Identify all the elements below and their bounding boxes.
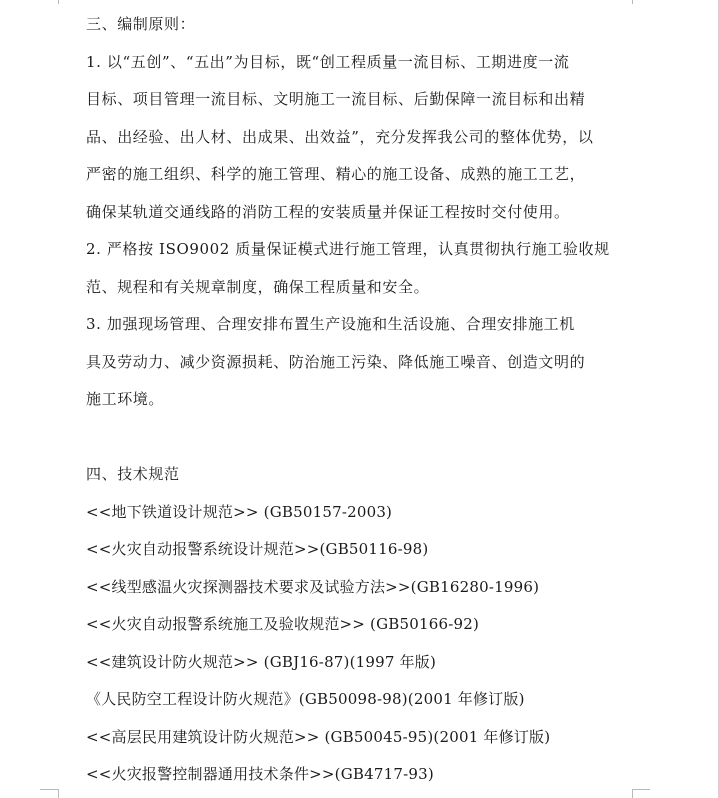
principle-paragraph-1 xyxy=(86,44,634,232)
standard-item: <<火灾自动报警系统设计规范>>(GB50116-98) xyxy=(86,540,429,558)
crop-mark-top-right xyxy=(632,0,633,4)
principle-paragraph-3 xyxy=(86,306,634,419)
section-heading-principles: 三、编制原则： xyxy=(86,15,196,33)
standard-item: <<线型感温火灾探测器技术要求及试验方法>>(GB16280-1996) xyxy=(86,577,540,596)
standard-item: <<高层民用建筑设计防火规范>> (GB50045-95)(2001 年修订版) xyxy=(86,727,551,746)
section-heading-standards: 四、技术规范 xyxy=(86,465,180,483)
paragraph-gap xyxy=(86,419,634,457)
paragraph-line: 具及劳动力、减少资源损耗、防治施工污染、降低施工噪音、创造文明的 xyxy=(86,352,586,371)
document-body xyxy=(86,6,634,794)
paragraph-line: 施工环境。 xyxy=(86,390,165,408)
paragraph-line: 目标、项目管理一流目标、文明施工一流目标、后勤保障一流目标和出精 xyxy=(86,90,586,108)
principle-paragraph-2 xyxy=(86,231,634,306)
standard-item: <<火灾自动报警系统施工及验收规范>> (GB50166-92) xyxy=(86,615,480,633)
crop-mark-bottom-right-horizontal xyxy=(632,789,650,790)
standard-item: <<地下铁道设计规范>> (GB50157-2003) xyxy=(86,502,393,521)
crop-mark-top-left xyxy=(58,0,59,4)
crop-mark-bottom-left-horizontal xyxy=(40,789,58,790)
crop-mark-bottom-left xyxy=(58,789,59,798)
paragraph-line: 严密的施工组织、科学的施工管理、精心的施工设备、成熟的施工工艺， xyxy=(86,165,586,183)
paragraph-line: 3. 加强现场管理、合理安排布置生产设施和生活设施、合理安排施工机 xyxy=(86,315,575,333)
standard-item: 《人民防空工程设计防火规范》(GB50098-98)(2001 年修订版) xyxy=(86,690,525,708)
paragraph-line: 品、出经验、出人材、出成果、出效益”，充分发挥我公司的整体优势，以 xyxy=(86,127,594,146)
standard-item: <<火灾报警控制器通用技术条件>>(GB4717-93) xyxy=(86,765,434,783)
paragraph-line: 确保某轨道交通线路的消防工程的安装质量并保证工程按时交付使用。 xyxy=(86,202,570,221)
paragraph-line: 2. 严格按 ISO9002 质量保证模式进行施工管理，认真贯彻执行施工验收规 xyxy=(86,240,610,258)
paragraph-line: 1. 以“五创”、“五出”为目标，既“创工程质量一流目标、工期进度一流 xyxy=(86,52,570,71)
standards-list xyxy=(86,494,634,794)
standard-item: <<建筑设计防火规范>> (GBJ16-87)(1997 年版) xyxy=(86,652,437,671)
paragraph-line: 范、规程和有关规章制度，确保工程质量和安全。 xyxy=(86,277,430,296)
